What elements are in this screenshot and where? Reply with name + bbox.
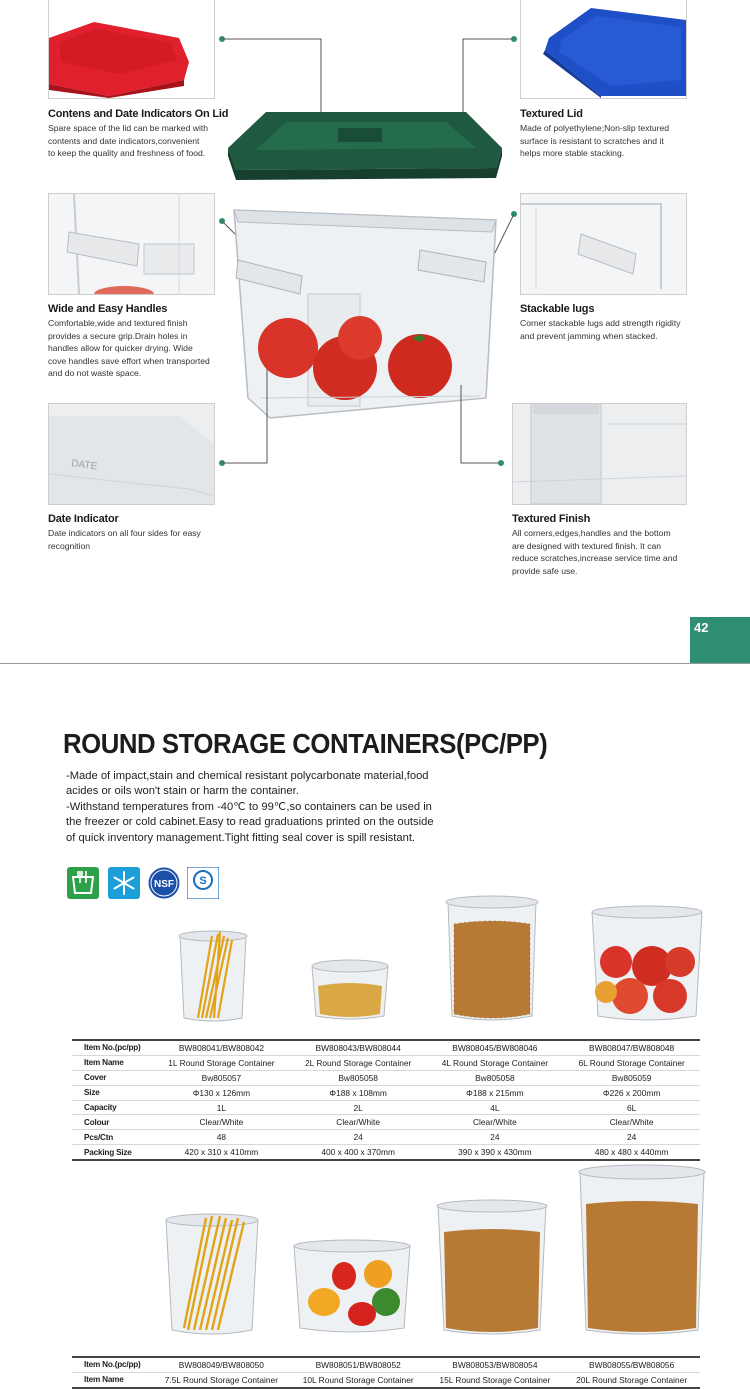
date-label: DATE [70, 458, 98, 473]
lugs-thumbnail [520, 193, 687, 295]
feature-title: Date Indicator [48, 513, 119, 525]
spec-table-2: Item No.(pc/pp) BW808049/BW808050 BW808051/BW808052 BW808053/BW808054 BW808055/BW808056 Item Name 7.5L Round Storage Container 10L Round Storage Container 15L Round Storage Container 20L Round Storage Container [72, 1356, 700, 1389]
feature-title: Wide and Easy Handles [48, 303, 168, 315]
feature-desc: Spare space of the lid can be marked with contents and date indicators,convenient to keep the quality and freshness of food. [48, 123, 209, 158]
red-lid-thumbnail [48, 0, 215, 99]
6l-container-image [588, 904, 706, 1024]
food-safe-icon [67, 867, 99, 899]
feature-desc: Comfortable,wide and textured finish provides a secure grip.Drain holes in handles allow for quicker drying. Wide cove handles save effort when transported and do not waste space. [48, 318, 210, 378]
feature-title: Contens and Date Indicators On Lid [48, 108, 229, 120]
feature-desc: Date indicators on all four sides for easy recognition [48, 528, 201, 551]
callout-line [459, 384, 501, 465]
spec-table-1: Item No.(pc/pp) BW808041/BW808042 BW808043/BW808044 BW808045/BW808046 BW808047/BW808048 Item Name 1L Round Storage Container 2L Round Storage Container 4L Round Storage Container 6L Round Storage Container Cover Bw805057 Bw805058 Bw805058 Bw805059 Size Φ130 x 126mm Φ188 x 108mm Φ188 x 215mm Φ226 x 200mm Capacity 1L 2L 4L 6L Colour Clear/White Clear/White Clear/White Clear/White Pcs/Ctn 48 24 24 24 Packing Size 420 x 310 x 410mm 400 x 400 x 370mm 390 x 390 x 430mm 480 x 480 x 440mm [72, 1039, 700, 1161]
20l-container-image [572, 1164, 712, 1338]
section-title: ROUND STORAGE CONTAINERS(PC/PP) [63, 728, 548, 759]
svg-text:S: S [199, 875, 207, 887]
qs-icon [187, 867, 219, 899]
10l-container-image [288, 1238, 416, 1336]
svg-text:NSF: NSF [154, 879, 174, 890]
freezer-safe-icon [108, 867, 140, 899]
7-5l-container-image [160, 1212, 264, 1338]
section-intro: -Made of impact,stain and chemical resistant polycarbonate material,food acides or oils won't stain or harm the container. -Withstand temperatures from -40℃ to 99℃,so containers can be used in the freezer or cold cabinet.Easy to read graduations printed on the outside of quick inventory management.Tight fitting seal cover is spill resistant. [66, 770, 434, 844]
4l-container-image [440, 894, 544, 1024]
handles-thumbnail [48, 193, 215, 295]
1l-container-image [174, 930, 252, 1024]
nsf-icon [148, 867, 180, 899]
feature-desc: All corners,edges,handles and the bottom are designed with textured finish. It can reduce scratches,increase service time and provide safe use. [512, 528, 678, 576]
callout-line [222, 368, 272, 465]
green-lid-image [226, 108, 506, 184]
blue-lid-thumbnail [520, 0, 687, 99]
15l-container-image [430, 1198, 554, 1338]
feature-desc: Made of polyethylene;Non-slip textured surface is resistant to scratches and it helps more stable stacking. [520, 123, 670, 158]
page-number: 42 [690, 617, 750, 664]
feature-desc: Corner stackable lugs add strength rigidity and prevent jamming when stacked. [520, 318, 681, 341]
2l-container-image [308, 958, 392, 1022]
feature-title: Stackable lugs [520, 303, 595, 315]
date-indicator-thumbnail [48, 403, 215, 505]
feature-title: Textured Finish [512, 513, 591, 525]
textured-finish-thumbnail [512, 403, 687, 505]
page-divider [0, 663, 750, 664]
feature-title: Textured Lid [520, 108, 583, 120]
